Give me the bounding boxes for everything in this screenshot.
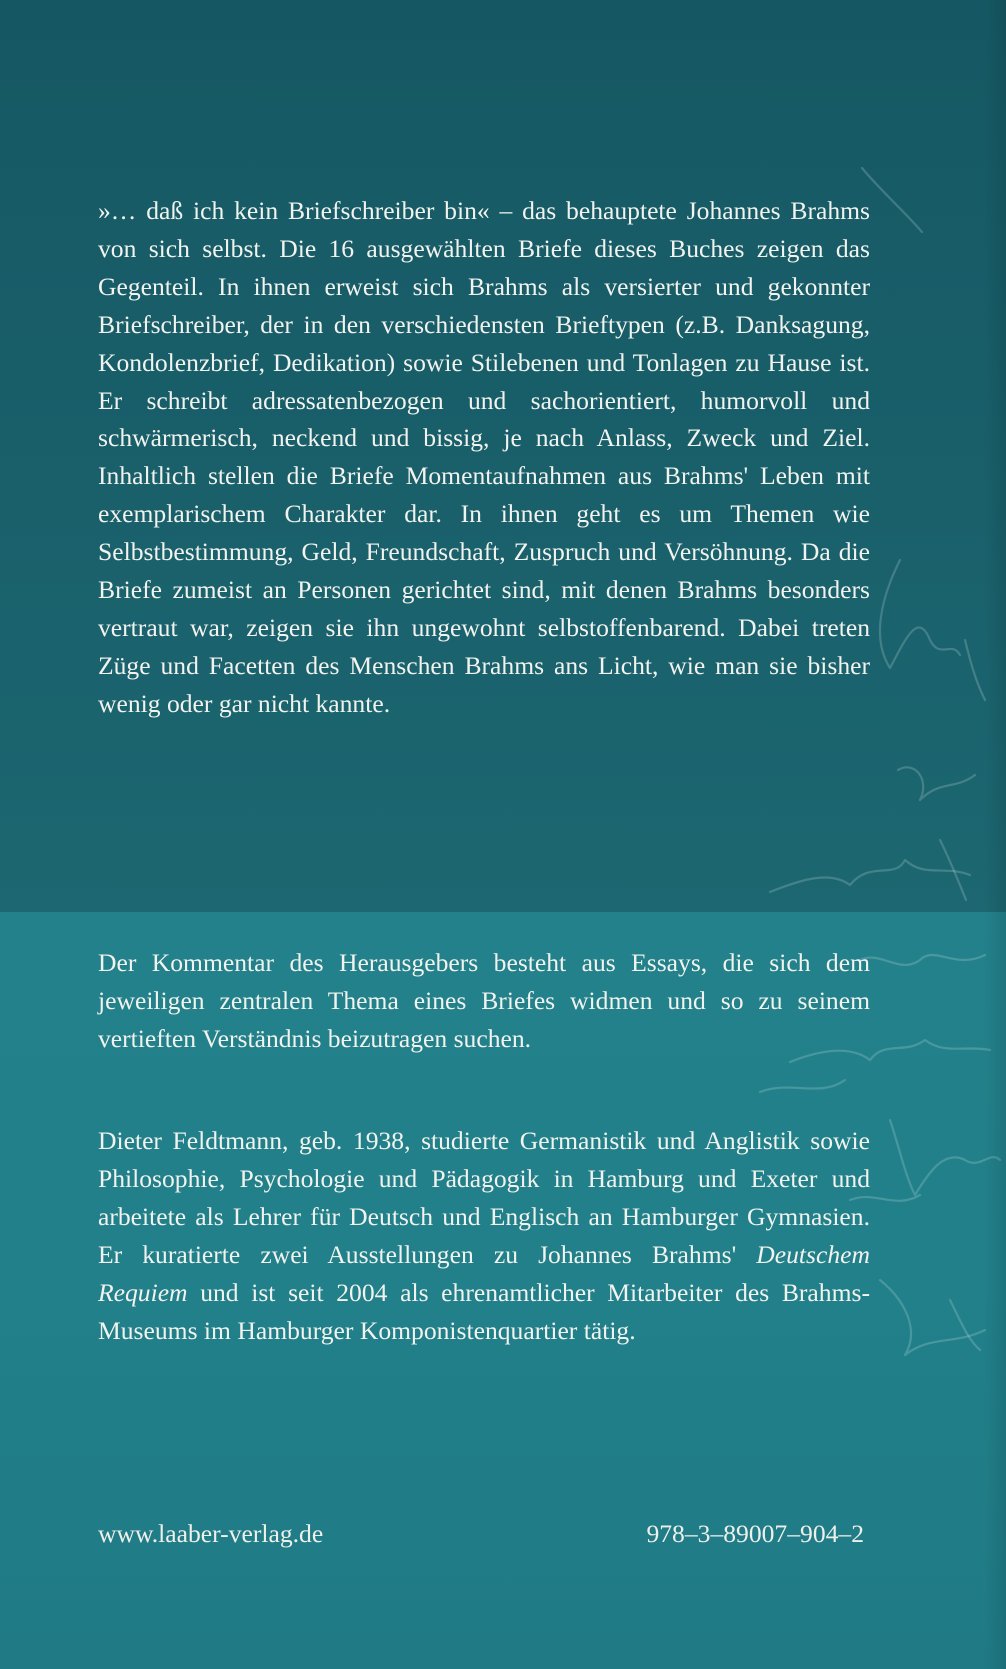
work-title: Deutschem Requiem <box>98 1239 870 1307</box>
author-bio-paragraph <box>98 1122 870 1349</box>
author-bio-text-start: Dieter Feldtmann, geb. 1938, studierte Germanistik und Anglistik sowie Philosophie, Psychologie und Pädagogik in Hamburg und Exeter und arbeitete als Lehrer für Deutsch und Englisch an Hamburger Gymnasien. Er kuratierte zwei Ausstellungen zu Johannes Brahms' <box>98 1126 870 1269</box>
isbn-number: 978–3–89007–904–2 <box>646 1519 864 1548</box>
commentary-section <box>98 944 870 1058</box>
author-bio-text-end: und ist seit 2004 als ehrenamtlicher Mitarbeiter des Brahms-Museums im Hamburger Komponistenquartier tätig. <box>98 1277 870 1345</box>
blurb-section <box>98 192 870 723</box>
blurb-paragraph: »… daß ich kein Briefschreiber bin« – das behauptete Johannes Brahms von sich selbst. Die 16 ausgewählten Briefe dieses Buches zeigen das Gegenteil. In ihnen erweist sich Brahms als versierter und gekonnter Briefschreiber, der in den verschiedensten Brieftypen (z.B. Danksagung, Kondolenzbrief, Dedikation) sowie Stilebenen und Tonlagen zu Hause ist. Er schreibt adressatenbezogen und sachorientiert, humorvoll und schwärmerisch, neckend und bissig, je nach Anlass, Zweck und Ziel. Inhaltlich stellen die Briefe Momentaufnahmen aus Brahms' Leben mit exemplarischem Charakter dar. In ihnen geht es um Themen wie Selbstbestimmung, Geld, Freundschaft, Zuspruch und Versöhnung. Da die Briefe zumeist an Personen gerichtet sind, mit denen Brahms besonders vertraut war, zeigen sie ihn ungewohnt selbstoffenbarend. Dabei treten Züge und Facetten des Menschen Brahms ans Licht, wie man sie bisher wenig oder gar nicht kannte. <box>98 196 870 718</box>
commentary-paragraph: Der Kommentar des Herausgebers besteht aus Essays, die sich dem jeweiligen zentralen Thema eines Briefes widmen und so zu seinem vertieften Verständnis beizutragen suchen. <box>98 948 870 1053</box>
spine-shadow <box>984 0 1006 1669</box>
cover-footer <box>98 1514 864 1554</box>
publisher-website-link[interactable]: www.laaber-verlag.de <box>98 1519 324 1548</box>
author-bio-section <box>98 1122 870 1349</box>
